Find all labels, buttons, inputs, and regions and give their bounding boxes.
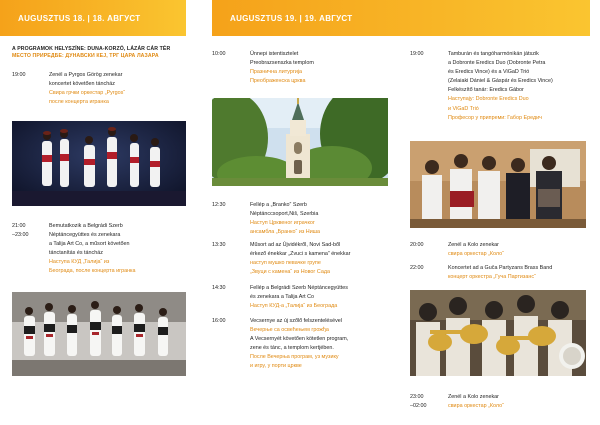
event-title-hu: Felkészítő tanár: Eredics Gábor	[448, 87, 524, 94]
date-header-label: AUGUSZTUS 18. | 18. АВГУСТ	[18, 13, 141, 23]
event-title-hu: A Vecsernyét követően kötetlen program,	[250, 336, 349, 343]
event-time-end: –23:00	[12, 232, 29, 239]
event-title-hu: zene és tánc, a templom kertjében.	[250, 345, 334, 352]
event-title-hu: Koncertet ad a Guča Partyzans Brass Band	[448, 265, 553, 271]
event-right-2	[212, 201, 402, 236]
event-title-hu: a Dobronte Eredics Duo (Dobronte Petra	[448, 60, 546, 67]
event-title-sr: свира оркестар „Коло“	[448, 403, 504, 410]
event-title-sr: Преображенска црква	[250, 78, 306, 85]
event-title-hu: Zenél a Kolo zenekar	[448, 242, 499, 248]
event-title-hu: és zenekara a Talija Art Co	[250, 294, 315, 301]
event-right2-3	[410, 264, 595, 284]
event-title-hu: Műsort ad az Újvidékről, Novi Sad-ből	[250, 242, 341, 248]
event-title-sr: Наступа КУД „Талија“ из	[49, 259, 110, 266]
event-title-sr: Београда, после концерта игранка	[49, 268, 136, 275]
event-time: 14:30	[212, 285, 226, 291]
event-time: 20:00	[410, 242, 424, 248]
event-title-sr: Наступ КУД-а „Талија“ из Београда	[250, 303, 338, 310]
photo-brass-band	[410, 290, 586, 376]
event-title-hu: Preobrazsenszka templom	[250, 60, 314, 67]
photo-greek-dancers	[12, 121, 186, 206]
date-header-aug-18	[0, 0, 186, 36]
event-title-hu: Néptánccsoport,Niš, Szerbia	[250, 211, 319, 218]
event-title-hu: Fellép a „Branko” Szerb	[250, 202, 307, 208]
event-title-hu: Bemutatkozik a Belgrádi Szerb	[49, 223, 123, 229]
event-time: 19:00	[410, 51, 424, 57]
event-time: 16:00	[212, 318, 226, 324]
date-header-label: AUGUSZTUS 19. | 19. АВГУСТ	[230, 13, 353, 23]
event-title-sr: После Вечерња програм, уз музику	[250, 354, 339, 361]
event-title-sr: свира оркестар „Коло“	[448, 251, 504, 258]
event-right2-4	[410, 393, 595, 415]
event-title-sr: Вечерње са освећењем грожђа	[250, 327, 329, 334]
photo-serbian-dancers	[12, 292, 186, 376]
event-title-hu: Ünnepi istentisztelet	[250, 51, 299, 57]
event-right2-1	[410, 50, 595, 130]
event-title-sr: концерт оркестра „Гуча Партизанс“	[448, 274, 536, 281]
event-time: 23:00	[410, 394, 424, 400]
venue-sr: МЕСТО ПРИРЕДБЕ: ДУНАВСКИ КЕЈ, ТРГ ЦАРА ЛАЗАРА	[12, 53, 159, 59]
event-time: 10:00	[212, 51, 226, 57]
event-title-hu: Néptáncegyüttes és zenekara	[49, 232, 121, 239]
event-title-hu: koncertet követően táncház	[49, 81, 115, 88]
photo-church	[212, 98, 388, 186]
event-right-1	[212, 50, 402, 90]
event-right-3	[212, 241, 402, 281]
event-time: 13:30	[212, 242, 226, 248]
event-title-hu: tánctanítás és táncház	[49, 250, 103, 257]
event-title-hu: érkező énekkar „Zvuci s kamena” énekkar	[250, 251, 351, 258]
event-title-hu: (Zelaiaki Dániel & Gáspár és Eredics Vince)	[448, 78, 553, 85]
event-right-4	[212, 284, 402, 314]
event-time: 12:30	[212, 202, 226, 208]
event-title-hu: és Eredics Vince) és a ViGaD Trió	[448, 69, 530, 76]
event-time: 19:00	[12, 72, 26, 78]
event-title-sr: Наступ Црквеног играчког	[250, 220, 315, 227]
event-title-sr: после концерта игранка	[49, 99, 109, 106]
event-title-sr: Наступају: Dobronte Eredics Duo	[448, 96, 529, 103]
event-title-hu: Fellép a Belgrádi Szerb Néptáncegyüttes	[250, 285, 348, 291]
event-title-hu: Vecsernye az új szőlő felszentelésével	[250, 318, 342, 324]
venue-hu: A PROGRAMOK HELYSZÍNE: DUNA-KORZÓ, LÁZÁR CÁR TÉR	[12, 46, 171, 52]
date-header-aug-19	[212, 0, 590, 36]
event-title-hu: a Talija Art Co, a műsort követően	[49, 241, 130, 248]
event-left-2	[12, 222, 187, 286]
event-title-hu: Zenél a Kolo zenekar	[448, 394, 499, 400]
event-title-sr: Празнична литургија	[250, 69, 303, 76]
event-title-sr: и игру, у порти цркве	[250, 363, 302, 370]
event-title-hu: Zenél a Pyrgos Görög zenekar	[49, 72, 123, 78]
event-title-sr: Свира грчки оркестар „Pyrgos“	[49, 90, 126, 97]
event-time-end: –02:00	[410, 403, 427, 410]
event-title-sr: Професор у припреми: Габор Ередич	[448, 114, 542, 121]
event-title-sr: ансамбла „Бранко“ из Ниша	[250, 229, 321, 236]
event-time: 22:00	[410, 265, 424, 271]
event-title-sr: и ViGaD Trió	[448, 105, 479, 112]
event-title-sr: „Звуци с камена“ из Новог Сада	[250, 269, 330, 276]
event-time: 21:00	[12, 223, 26, 229]
event-right-5	[212, 317, 402, 381]
event-title-hu: Tamburán és tangóharmónikán játszik	[448, 51, 539, 57]
photo-musicians-trio	[410, 141, 586, 228]
event-right2-2	[410, 241, 595, 261]
event-title-sr: наступ мушко певачке групе	[250, 260, 321, 267]
event-left-1	[12, 71, 187, 117]
